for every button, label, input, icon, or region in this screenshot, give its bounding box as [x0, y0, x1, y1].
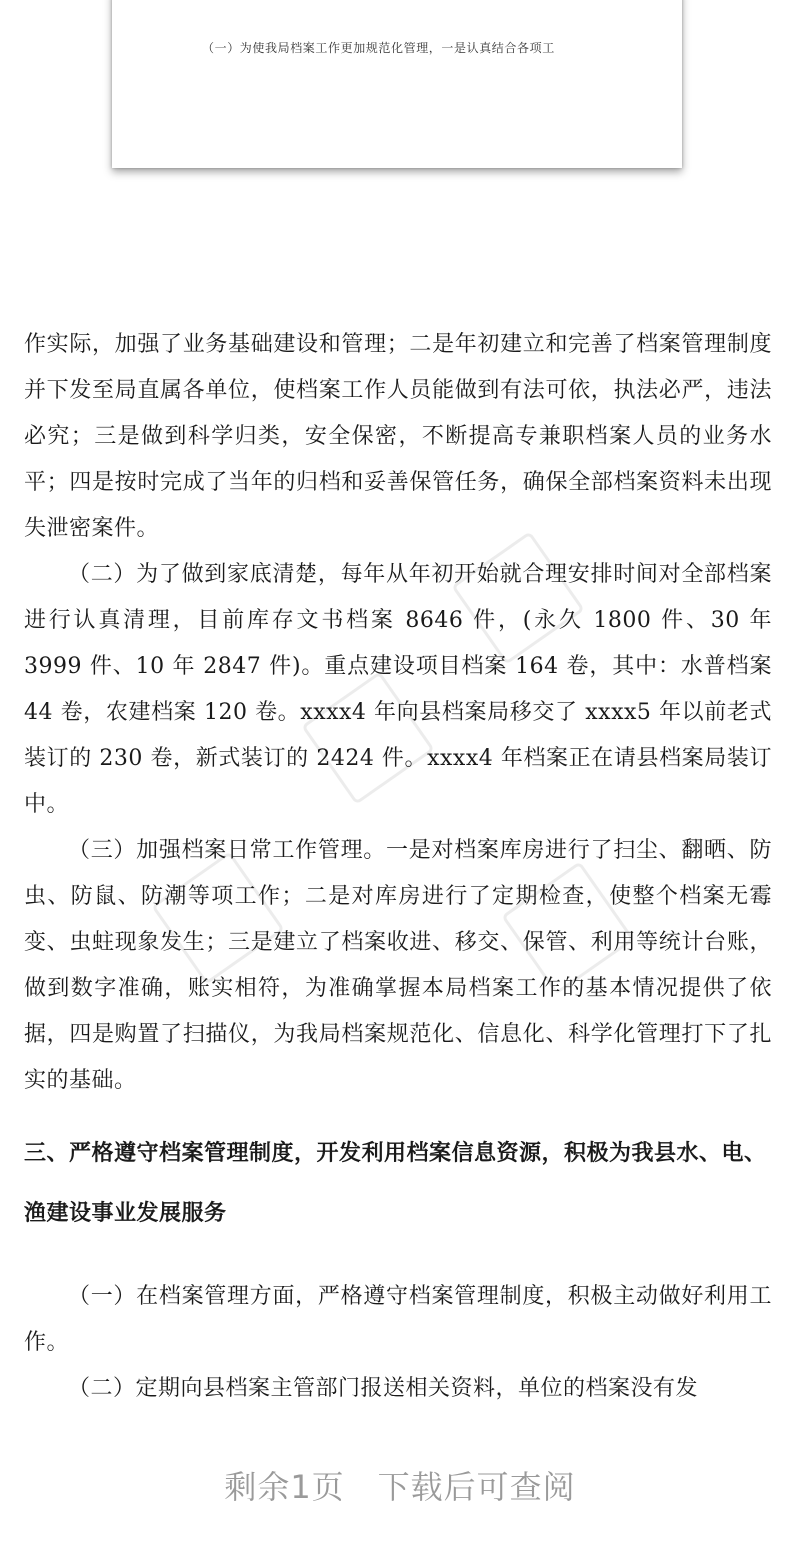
remaining-pages-banner[interactable] — [0, 1440, 800, 1530]
body-paragraph-5: （二）定期向县档案主管部门报送相关资料，单位的档案没有发 — [68, 1376, 699, 1401]
body-paragraph-4: （一）在档案管理方面，严格遵守档案管理制度，积极主动做好利用工作。 — [24, 1284, 772, 1355]
download-to-read-link[interactable]: 剩余1页 下载后可查阅 — [224, 1468, 576, 1506]
body-paragraph-1: 作实际，加强了业务基础建设和管理；二是年初建立和完善了档案管理制度并下发至局直属各单位，使档案工作人员能做到有法可依，执法必严，违法必究；三是做到科学归类，安全保密，不断提高专兼职档案人员的业务水平；四是按时完成了当年的归档和妥善保管任务，确保全部档案资料未出现失泄密案件。 — [24, 332, 772, 541]
card-first-line: （一）为使我局档案工作更加规范化管理，一是认真结合各项工 — [202, 41, 555, 55]
body-paragraph-2: （二）为了做到家底清楚，每年从年初开始就合理安排时间对全部档案进行认真清理，目前库存文书档案 8646 件，(永久 1800 件、30 年 3999 件、10 年 2847 件)。重点建设项目档案 164 卷，其中：水普档案 44 卷，农建档案 120 卷。xxxx4 年向县档案局移交了 xxxx5 年以前老式装订的 230 卷，新式装订的 2424 件。xxxx4 年档案正在请县档案局装订中。 — [24, 562, 772, 817]
section-heading-3: 三、严格遵守档案管理制度，开发利用档案信息资源，积极为我县水、电、渔建设事业发展服务 — [24, 1141, 767, 1226]
document-preview-card — [112, 0, 682, 168]
body-paragraph-3: （三）加强档案日常工作管理。一是对档案库房进行了扫尘、翻晒、防虫、防鼠、防潮等项工作；二是对库房进行了定期检查，使整个档案无霉变、虫蛀现象发生；三是建立了档案收进、移交、保管、利用等统计台账，做到数字准确，账实相符，为准确掌握本局档案工作的基本情况提供了依据，四是购置了扫描仪，为我局档案规范化、信息化、科学化管理打下了扎实的基础。 — [24, 838, 772, 1093]
